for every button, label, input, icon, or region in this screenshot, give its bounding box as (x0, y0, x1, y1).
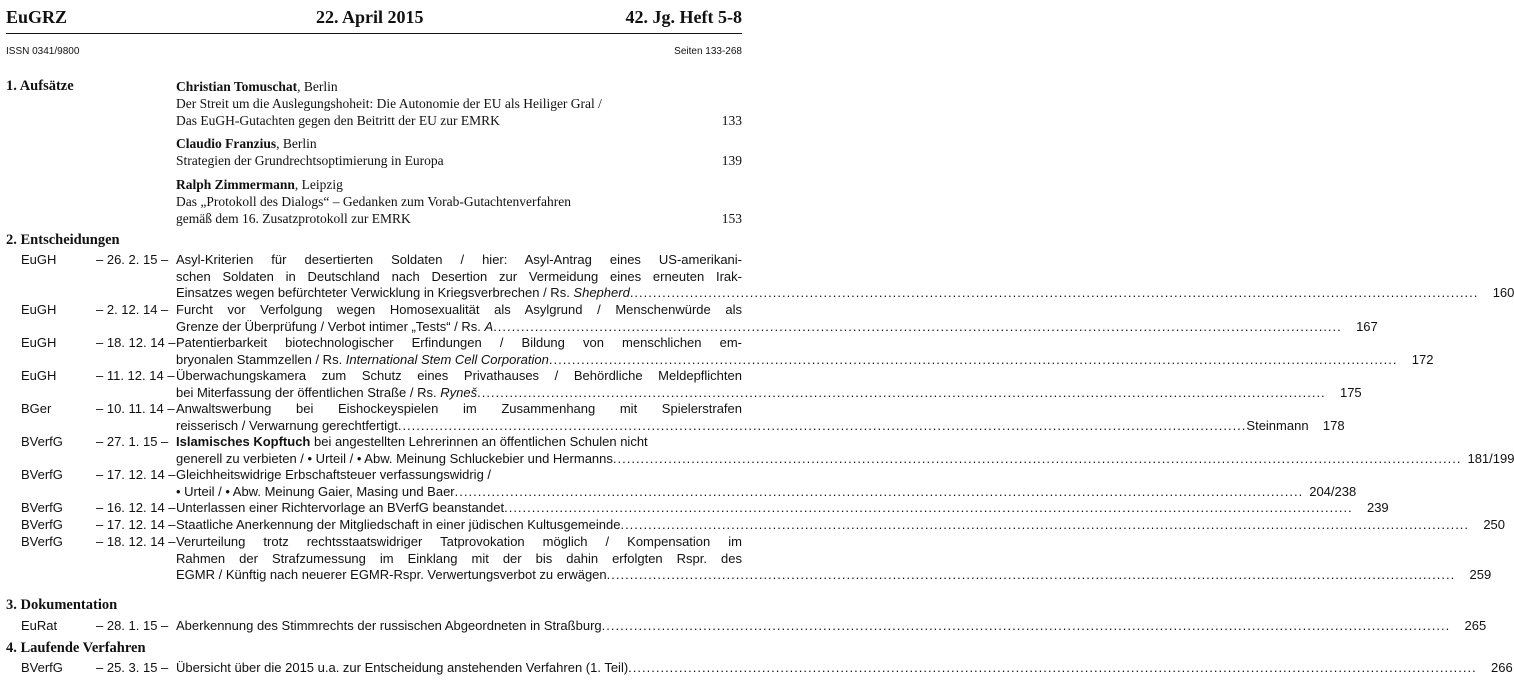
leader-dots (455, 484, 1304, 501)
court-name: BVerfG (21, 660, 63, 675)
court-name: BVerfG (21, 500, 63, 515)
court-name: EuGH (21, 252, 57, 267)
page-number: 178 (1322, 417, 1345, 433)
article-title-line: gemäß dem 16. Zusatzprotokoll zur EMRK (176, 211, 411, 226)
court-name: BVerfG (21, 434, 63, 449)
page-number: 204/238 (1309, 483, 1357, 499)
page-number: 239 (1366, 500, 1389, 515)
entry-line: Islamisches Kopftuch bei angestellten Lehrerinnen an öffentlichen Schulen nicht (176, 434, 648, 449)
page-number: 175 (1339, 384, 1362, 400)
entry-line: schen Soldaten in Deutschland nach Desertion zur Vermeidung eines erneuten Irak- (176, 268, 742, 284)
decision-date: – 26. 2. 15 – (96, 252, 169, 267)
entry-line: Patentierbarkeit biotechnologischer Erfindungen / Bildung von menschlichen em- (176, 335, 742, 350)
entry-line: Gleichheitswidrige Erbschaftsteuer verfassungswidrig / (176, 467, 492, 482)
decision-date: – 25. 3. 15 – (96, 660, 169, 675)
leader-dots (477, 385, 1326, 402)
author-place: , Berlin (297, 79, 338, 94)
leader-dots (493, 319, 1342, 336)
headline-keyword: Islamisches Kopftuch (176, 434, 311, 449)
decision-date: – 17. 12. 14 – (96, 517, 176, 532)
court-name: EuGH (21, 368, 57, 383)
section-heading-entscheidungen: 2. Entscheidungen (6, 232, 120, 248)
page-number: 265 (1464, 618, 1487, 633)
leader-dots (630, 285, 1479, 302)
entry-line: bei Miterfassung der öffentlichen Straße / Rs. Ryneš (176, 384, 478, 400)
entry-line: Einsatzes wegen befürchteter Verwicklung in Kriegsverbrechen / Rs. Shepherd (176, 285, 630, 300)
page-number: 181/199 (1467, 450, 1514, 466)
page-number: 259 (1469, 567, 1492, 582)
entry-line: Übersicht über die 2015 u.a. zur Entscheidung anstehenden Verfahren (1. Teil) (176, 660, 629, 675)
author-place: , Leipzig (294, 177, 343, 192)
entry-line: generell zu verbieten / • Urteil / • Abw. Meinung Schluckebier und Hermanns (176, 450, 613, 466)
entry-line: Aberkennung des Stimmrechts der russischen Abgeordneten in Straßburg (176, 618, 602, 633)
article-1 (176, 78, 742, 129)
page-number: 167 (1356, 318, 1378, 334)
entry-line: • Urteil / • Abw. Meinung Gaier, Masing und Baer (176, 483, 455, 499)
decision-date: – 10. 11. 14 – (96, 401, 175, 416)
entry-line: bryonalen Stammzellen / Rs. International Stem Cell Corporation (176, 351, 549, 367)
issue-date: 22. April 2015 (316, 7, 424, 27)
page-number: 153 (721, 211, 742, 226)
section-heading-aufsaetze: 1. Aufsätze (6, 78, 74, 94)
case-name: A (484, 318, 494, 334)
article-title-line: Das EuGH-Gutachten gegen den Beitritt der EU zur EMRK (176, 113, 500, 128)
page-number: 250 (1483, 517, 1506, 532)
decision-date: – 27. 1. 15 – (96, 434, 169, 449)
article-title-line: Der Streit um die Auslegungshoheit: Die Autonomie der EU als Heiliger Gral / (176, 96, 602, 111)
entry-line: Überwachungskamera zum Schutz eines Privathauses / Behördliche Meldepflichten (176, 368, 742, 383)
leader-dots (602, 618, 1451, 635)
issue-number: 42. Jg. Heft 5-8 (625, 7, 742, 27)
leader-dots (607, 567, 1456, 584)
article-title-line: Strategien der Grundrechtsoptimierung in Europa (176, 153, 444, 168)
entry-line: Staatliche Anerkennung der Mitgliedschaft in einer jüdischen Kultusgemeinde (176, 517, 621, 532)
page-number: 139 (721, 153, 742, 168)
subheader (6, 46, 742, 57)
page-range: Seiten 133-268 (674, 46, 742, 57)
journal-title: EuGRZ (6, 7, 68, 27)
entry-line: Asyl-Kriterien für desertierten Soldaten / hier: Asyl-Antrag eines US-amerikani- (176, 252, 742, 267)
page-number: 266 (1491, 660, 1513, 675)
decision-date: – 17. 12. 14 – (96, 467, 176, 482)
entry-line: reisserisch / Verwarnung gerechtfertigt (176, 417, 398, 433)
court-name: BGer (21, 401, 52, 416)
decision-date: – 28. 1. 15 – (96, 618, 169, 633)
court-name: BVerfG (21, 467, 63, 482)
court-name: EuGH (21, 335, 57, 350)
entry-line: Unterlassen einer Richtervorlage an BVerfG beanstandet (176, 500, 505, 515)
section-heading-laufende-verfahren: 4. Laufende Verfahren (6, 640, 146, 656)
leader-dots (398, 418, 1247, 435)
leader-dots (549, 352, 1398, 369)
case-name: Shepherd (573, 285, 630, 300)
author-name: Ralph Zimmermann (176, 177, 295, 192)
article-3 (176, 176, 742, 227)
decision-date: – 11. 12. 14 – (96, 368, 175, 383)
page-number: 133 (721, 113, 742, 128)
entry-line: Verurteilung trotz rechtsstaatswidriger Tatprovokation möglich / Kompensation im (176, 534, 742, 549)
entry-line: Furcht vor Verfolgung wegen Homosexualität als Asylgrund / Menschenwürde als (176, 302, 742, 317)
entry-line: Grenze der Überprüfung / Verbot intimer „Tests“ / Rs. A (176, 318, 494, 334)
author-name: Claudio Franzius (176, 136, 277, 151)
decision-date: – 18. 12. 14 – (96, 335, 176, 350)
page-number: 172 (1411, 351, 1434, 367)
leader-dots (613, 451, 1462, 468)
leader-dots (620, 517, 1469, 534)
court-name: BVerfG (21, 534, 63, 549)
case-name: International Stem Cell Corporation (345, 351, 549, 367)
header-rule (6, 33, 742, 34)
journal-header (6, 7, 742, 29)
author-place: , Berlin (276, 136, 317, 151)
issn: ISSN 0341/9800 (6, 46, 80, 57)
entry-line: EGMR / Künftig nach neuerer EGMR-Rspr. Verwertungsverbot zu erwägen (176, 567, 607, 582)
decision-date: – 2. 12. 14 – (96, 302, 169, 317)
author-name: Christian Tomuschat (176, 79, 298, 94)
decision-date: – 16. 12. 14 – (96, 500, 176, 515)
entry-line: Rahmen der Strafzumessung im Einklang mit der bis dahin erfolgten Rspr. des (176, 550, 742, 566)
article-2 (176, 135, 742, 169)
leader-dots (628, 660, 1477, 677)
entry-line: Anwaltswerbung bei Eishockeyspielen im Zusammenhang mit Spielerstrafen (176, 401, 742, 416)
section-heading-dokumentation: 3. Dokumentation (6, 597, 118, 613)
leader-dots (504, 500, 1353, 517)
court-name: BVerfG (21, 517, 63, 532)
author-name: Steinmann (1246, 417, 1309, 433)
article-title-line: Das „Protokoll des Dialogs“ – Gedanken zum Vorab-Gutachtenverfahren (176, 194, 572, 209)
court-name: EuGH (21, 302, 57, 317)
decision-date: – 18. 12. 14 – (96, 534, 176, 549)
page-number: 160 (1492, 285, 1514, 300)
court-name: EuRat (21, 618, 58, 633)
case-name: Ryneš (440, 384, 478, 400)
